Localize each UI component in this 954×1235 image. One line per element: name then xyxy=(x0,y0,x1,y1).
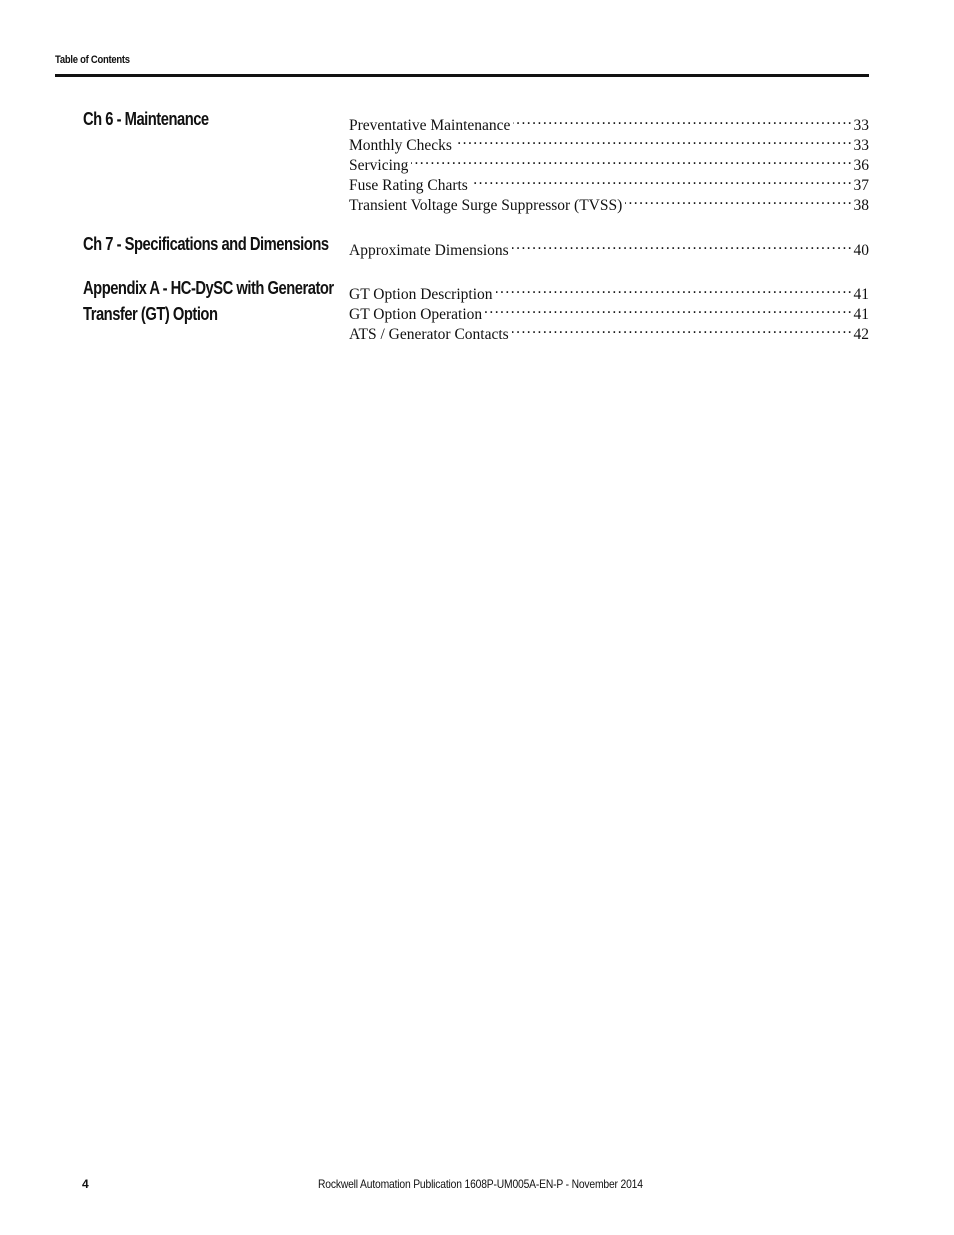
toc-entry-page: 37 xyxy=(853,177,869,194)
dot-leader xyxy=(485,299,850,319)
toc-entries xyxy=(349,279,869,343)
dot-leader xyxy=(455,130,851,150)
toc-entry-page: 40 xyxy=(853,242,869,259)
toc-entry[interactable] xyxy=(349,150,869,174)
toc-entry-page: 36 xyxy=(853,157,869,174)
toc-section-ch6 xyxy=(83,106,869,216)
toc-entries xyxy=(349,235,869,259)
toc-entry-text: GT Option Operation xyxy=(349,306,483,323)
toc-entries xyxy=(349,110,869,214)
section-title-line: Appendix A - HC-DySC with Generator xyxy=(83,278,334,298)
toc-entry-text: GT Option Description xyxy=(349,286,493,303)
toc-entry-page: 38 xyxy=(853,197,869,214)
toc-entry[interactable] xyxy=(349,170,869,194)
toc-entry-text: Servicing xyxy=(349,157,409,174)
toc-entry-text: Fuse Rating Charts xyxy=(349,177,468,194)
section-title: Ch 6 - Maintenance xyxy=(83,109,209,129)
toc-section-appendix-a xyxy=(83,275,869,345)
dot-leader xyxy=(513,110,850,130)
toc-entry-page: 33 xyxy=(853,117,869,134)
toc-entry-text: Preventative Maintenance xyxy=(349,117,511,134)
section-title: Ch 7 - Specifications and Dimensions xyxy=(83,234,329,254)
toc-entry-text: Transient Voltage Surge Suppressor (TVSS) xyxy=(349,197,623,214)
toc-entry-text: Approximate Dimensions xyxy=(349,242,509,259)
toc-entry[interactable] xyxy=(349,235,869,259)
dot-leader xyxy=(411,150,850,170)
toc-entry-text: Monthly Checks xyxy=(349,137,452,154)
dot-leader xyxy=(512,235,851,255)
toc-entry[interactable] xyxy=(349,279,869,303)
dot-leader xyxy=(512,319,851,339)
section-title xyxy=(83,275,334,327)
dot-leader xyxy=(625,190,850,210)
running-header: Table of Contents xyxy=(55,54,130,66)
toc-section-ch7 xyxy=(83,231,869,261)
page-number: 4 xyxy=(82,1177,89,1191)
dot-leader xyxy=(496,279,851,299)
toc-entry-page: 42 xyxy=(853,326,869,343)
publication-footer: Rockwell Automation Publication 1608P-UM005A-EN-P - November 2014 xyxy=(318,1177,643,1191)
toc-entry-page: 41 xyxy=(853,286,869,303)
toc-entry-text: ATS / Generator Contacts xyxy=(349,326,509,343)
dot-leader xyxy=(471,170,851,190)
header-rule xyxy=(55,74,869,77)
toc-entry-page: 41 xyxy=(853,306,869,323)
toc-entry[interactable] xyxy=(349,110,869,134)
toc-entry-page: 33 xyxy=(853,137,869,154)
section-title-line: Transfer (GT) Option xyxy=(83,304,218,324)
